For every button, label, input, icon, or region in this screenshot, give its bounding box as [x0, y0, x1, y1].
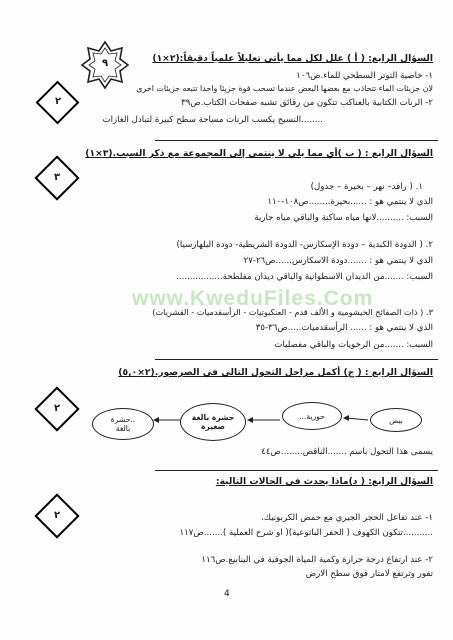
section-b-q1: ١. ( رافد– نهر – بحيرة – جدول): [310, 182, 423, 192]
section-d-heading: السؤال الرابع: ( د)ماذا يحدث في الحالات التالية:: [215, 476, 433, 487]
star-badge-number: ٩: [101, 58, 109, 69]
section-a-heading: السؤال الرابع: ( أ ) علل لكل مما يأتي تعليلاً علمياً دقيقاً:(٢×١): [152, 53, 433, 64]
section-b-q3: ٣. ( ذات الصفائح الخيشومية و الألف قدم - العنكبوتيات - الرأسقدميات - القشريات): [152, 307, 433, 317]
page-number: 4: [224, 589, 230, 599]
section-d-score: ٢: [53, 510, 61, 521]
section-a-line-4: ........النسيج يكسب الرنات مساحة سطح كبيرة لتبادل الغازات: [102, 115, 323, 125]
watermark: www.KweduFiles.Com: [132, 287, 374, 310]
stage-adult: ..حشرة بالغة: [92, 408, 154, 440]
section-c-heading: السؤال الرابع : ( ج) أكمل مراحل التحول التالي في الصرصور.(٢×٥,٠): [118, 367, 433, 378]
divider: [155, 470, 438, 471]
section-b-score: ٣: [53, 172, 61, 183]
section-a-line-1: ١- خاصية التوتر السطحي للماء.ص١٠٦: [296, 71, 433, 81]
section-b-q1-reason: السبب: ..........لانها مياه ساكنة والباقي مياه جارية: [254, 213, 433, 223]
arrow-2-head: [247, 417, 253, 423]
section-d-line-2: ...........تتكون الكهوف ( الحفر الباثوعية)( او شرح العملية ).......ص١١٧: [179, 528, 433, 538]
stage-egg: بيض: [370, 408, 422, 432]
section-c-note: يسمى هذا التحول باسم .......الناقص........ص٤٤: [261, 447, 433, 457]
stage-young-adult: حشرة بالغة صغيرة: [180, 403, 246, 441]
divider: [155, 359, 438, 360]
section-b-q3-answer: الذي لا ينتمي هو : ...... الرأسقدميات.....ص٣٦-٣٥: [255, 323, 433, 333]
stage-nymph: حورية...: [282, 402, 342, 430]
arrow-3-head: [153, 417, 159, 423]
section-b-q2-answer: الذي لا ينتمي هو : .......دودة الاسكارس......ص٢٦-٢٧: [243, 256, 433, 266]
section-a-score: ٢: [54, 96, 62, 107]
section-a-line-3: ٢- الرنات الكتابية بالعناكب تتكون من رقائق تشبه صفحات الكتاب.ص٣٩: [181, 98, 433, 108]
section-b-heading: السؤال الرابع : ( ب )أي مما يلي لا ينتمي إلى المجموعة مع ذكر السبب.(٣×١): [85, 148, 433, 159]
section-d-line-3: ٢- عند ارتفاع درجة حرارة وكمية المياة الجوفية في الينابيع.ص١١٦: [201, 555, 433, 565]
section-d-line-4: تفور وترتفع لامتار فوق سطح الارض: [305, 569, 433, 579]
section-a-line-2: لان جزيئات الماء تتجاذب مع بعضها البعض عندما تسحب قوة جزيئا واحدا تتبعه جزيئات اخرى: [136, 84, 433, 93]
cycle-arrows: [150, 410, 380, 430]
arrow-1: [346, 418, 368, 420]
arrow-1-head: [343, 415, 349, 421]
section-b-q2-reason: السبب: .......من الديدان الاسطوانية والباقي ديدان مفلطحة.................: [176, 272, 433, 282]
section-c-score: ٢: [53, 403, 61, 414]
section-b-q2: ٢. ( الدودة الكبدية – دودة الإسكارس- الدودة الشريطية- دودة البلهارسيا): [176, 240, 433, 250]
divider: [155, 140, 438, 141]
section-b-q3-reason: السبب: .......من الرخويات والباقي مفصليات: [274, 340, 433, 350]
section-b-q1-answer: الذي لا ينتمي هو : ......بحيرة........ص١٠٨-١١٠: [267, 197, 433, 207]
section-d-line-1: ١- عند تفاعل الحجر الجيري مع حمض الكربونيك.: [261, 513, 433, 523]
